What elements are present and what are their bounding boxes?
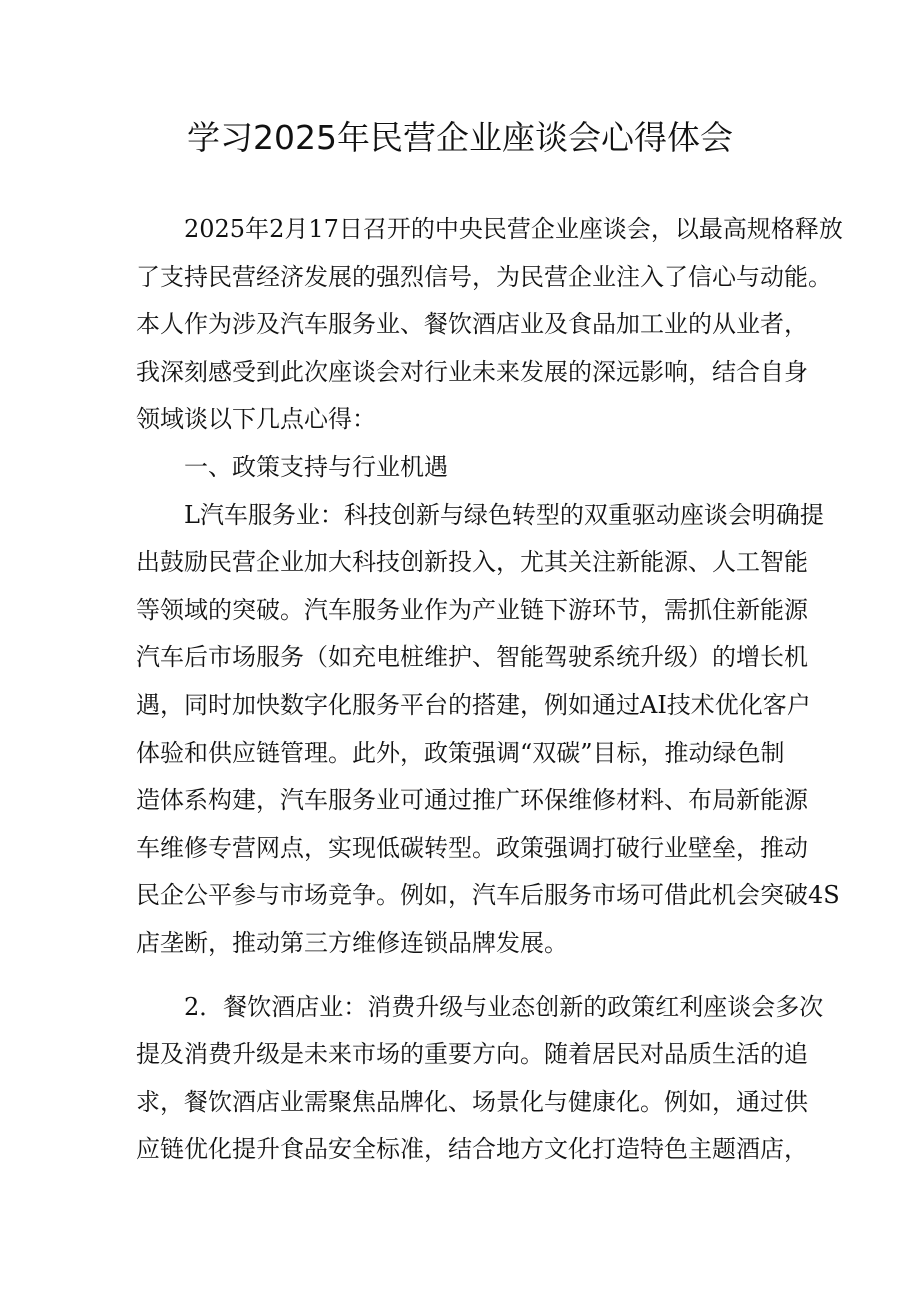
paragraph-line: 2．餐饮酒店业：消费升级与业态创新的政策红利座谈会多次: [184, 992, 824, 1021]
paragraph-intro: [136, 206, 843, 444]
paragraph-spacer: [136, 968, 806, 984]
paragraph-line: 了支持民营经济发展的强烈信号，为民营企业注入了信心与动能。: [136, 262, 832, 291]
paragraph-line: 等领域的突破。汽车服务业作为产业链下游环节，需抓住新能源: [136, 595, 808, 624]
paragraph-line: 汽车后市场服务（如充电桩维护、智能驾驶系统升级）的增长机: [136, 643, 808, 672]
paragraph-line: 店垄断，推动第三方维修连锁品牌发展。: [136, 928, 568, 957]
paragraph-line: 出鼓励民营企业加大科技创新投入，尤其关注新能源、人工智能: [136, 548, 808, 577]
paragraph-line: 遇，同时加快数字化服务平台的搭建，例如通过AI技术优化客户: [136, 690, 811, 719]
section-heading: [136, 444, 806, 492]
paragraph-line: 民企公平参与市场竞争。例如，汽车后服务市场可借此机会突破4S: [136, 881, 840, 910]
document-title: 学习2025年民营企业座谈会心得体会: [187, 118, 733, 157]
paragraph-line: 应链优化提升食品安全标准，结合地方文化打造特色主题酒店，: [136, 1135, 808, 1164]
paragraph-auto-service: [136, 492, 840, 968]
paragraph-catering-hotel: [136, 984, 824, 1174]
document-body: [136, 206, 843, 1174]
paragraph-line: 体验和供应链管理。此外，政策强调“双碳”目标，推动绿色制: [136, 738, 785, 767]
paragraph-line: L汽车服务业：科技创新与绿色转型的双重驱动座谈会明确提: [184, 500, 824, 529]
paragraph-line: 造体系构建，汽车服务业可通过推广环保维修材料、布局新能源: [136, 786, 808, 815]
paragraph-line: 2025年2月17日召开的中央民营企业座谈会，以最高规格释放: [184, 215, 843, 243]
paragraph-line: 我深刻感受到此次座谈会对行业未来发展的深远影响，结合自身: [136, 357, 808, 386]
paragraph-line: 提及消费升级是未来市场的重要方向。随着居民对品质生活的追: [136, 1040, 808, 1069]
section-heading-text: 一、政策支持与行业机遇: [184, 452, 448, 481]
paragraph-line: 车维修专营网点，实现低碳转型。政策强调打破行业壁垒，推动: [136, 833, 808, 862]
paragraph-line: 领域谈以下几点心得：: [136, 405, 376, 434]
paragraph-line: 求，餐饮酒店业需聚焦品牌化、场景化与健康化。例如，通过供: [136, 1087, 808, 1116]
paragraph-line: 本人作为涉及汽车服务业、餐饮酒店业及食品加工业的从业者，: [136, 310, 808, 339]
